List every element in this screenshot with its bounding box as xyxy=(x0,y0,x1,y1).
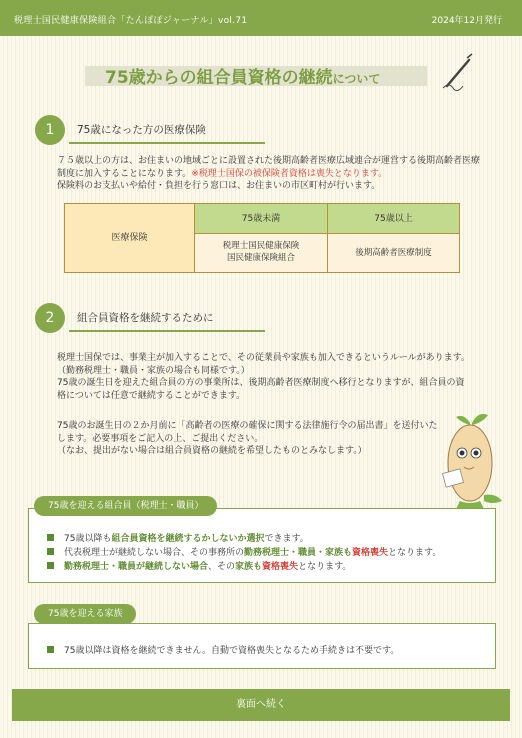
table-cell-under75-line1: 税理士国民健康保険 xyxy=(222,241,300,251)
box2-item1 xyxy=(47,643,399,656)
section2-title: 組合員資格を継続するために xyxy=(77,312,214,324)
section1-heading xyxy=(35,115,265,147)
section2-number: 2 xyxy=(35,303,65,333)
section1-paragraph xyxy=(57,155,487,193)
box1-item3 xyxy=(47,559,351,572)
box1-item2-red: 資格喪失 xyxy=(352,548,389,558)
box1-item3-post: となります。 xyxy=(298,562,352,572)
box1-item2-pre: 代表税理士が継続しない場合、その事務所の xyxy=(64,548,245,558)
box1-item1-em: 組合員資格を継続するかしないか選択 xyxy=(111,534,265,544)
title-suffix: について xyxy=(332,72,381,86)
box1-item1-pre: 75歳以降も xyxy=(64,534,112,544)
box-family xyxy=(28,623,496,669)
table-header-under75: 75歳未満 xyxy=(195,204,328,234)
insurance-table xyxy=(64,203,460,273)
table-cell-under75-line2: 国民健康保険組合 xyxy=(226,253,295,263)
section2-para1a: 税理士国保では、事業主が加入することで、その従業員や家族も加入できるというルールがあります。（勤務税理士・職員・家族の場合も同様です。） xyxy=(57,353,470,376)
section1-para-text: ７５歳以上の方は、お住まいの地域ごとに設置された後期高齢者医療広域連合が運営する後期高齢者医療制度に加入することになります。 xyxy=(57,156,481,179)
box1-item2-post: となります。 xyxy=(388,548,442,558)
bullet-square-icon xyxy=(47,548,54,555)
box1-tab: 75歳を迎える組合員（税理士・職員） xyxy=(34,496,217,516)
title-main: 75歳からの組合員資格の継続 xyxy=(105,68,333,88)
box1-item1-post: できます。 xyxy=(264,534,309,544)
bullet-square-icon xyxy=(47,534,54,541)
box1-item3-red: 資格喪失 xyxy=(262,562,299,572)
table-header-over75: 75歳以上 xyxy=(328,204,459,234)
box1-item3-mid: 、その xyxy=(208,562,236,572)
box2-tab: 75歳を迎える家族 xyxy=(34,604,136,624)
section1-para2: 保険料のお支払いや給付・負担を行う窓口は、お住まいの市区町村が行います。 xyxy=(57,181,381,191)
section1-underline xyxy=(69,142,265,144)
box1-item2-em: 勤務税理士・職員・家族も xyxy=(244,548,353,558)
box1-item3-em2: 家族も xyxy=(235,562,263,572)
section2-heading xyxy=(35,303,265,335)
section2-paragraph1 xyxy=(57,352,472,402)
table-row-label: 医療保険 xyxy=(65,204,195,272)
bullet-square-icon xyxy=(47,646,54,653)
section2-para2b: （なお、提出がない場合は組合員資格の継続を希望したものとみなします。） xyxy=(57,446,367,456)
mascot-illustration xyxy=(440,405,510,519)
footer-continue: 裏面へ続く xyxy=(12,689,510,721)
box1-item3-em: 勤務税理士・職員が継続しない場合 xyxy=(64,562,209,572)
table-cell-over75: 後期高齢者医療制度 xyxy=(328,234,459,272)
table-cell-under75 xyxy=(195,234,328,272)
pen-icon xyxy=(441,52,477,96)
section2-paragraph2 xyxy=(57,420,442,458)
box1-item1 xyxy=(47,531,309,544)
box2-item1-text: 75歳以降は資格を継続できません。自動で資格喪失となるため手続きは不要です。 xyxy=(64,646,400,656)
page-title xyxy=(85,60,435,90)
title-text xyxy=(105,63,380,88)
header-publication: 税理士国民健康保険組合「たんぽぽジャーナル」vol.71 xyxy=(14,16,248,26)
bullet-square-icon xyxy=(47,562,54,569)
section2-underline xyxy=(69,330,265,332)
box1-item2 xyxy=(47,545,441,558)
section1-number: 1 xyxy=(35,115,65,145)
section1-para-note: ※税理士国保の被保険者資格は喪失となります。 xyxy=(191,168,388,179)
header-date: 2024年12月発行 xyxy=(431,16,502,26)
section2-para1b: 75歳の誕生日を迎えた組合員の方の事業所は、後期高齢者医療制度へ移行となりますが、組合員の資格については任意で継続することができます。 xyxy=(57,378,465,401)
section2-para2a: 75歳のお誕生日の２か月前に「高齢者の医療の確保に関する法律施行令の届出書」を送付いたします。必要事項をご記入の上、ご提出ください。 xyxy=(57,421,438,444)
header-bar xyxy=(0,0,522,36)
box-members xyxy=(28,508,496,583)
section1-title: 75歳になった方の医療保険 xyxy=(77,124,206,136)
